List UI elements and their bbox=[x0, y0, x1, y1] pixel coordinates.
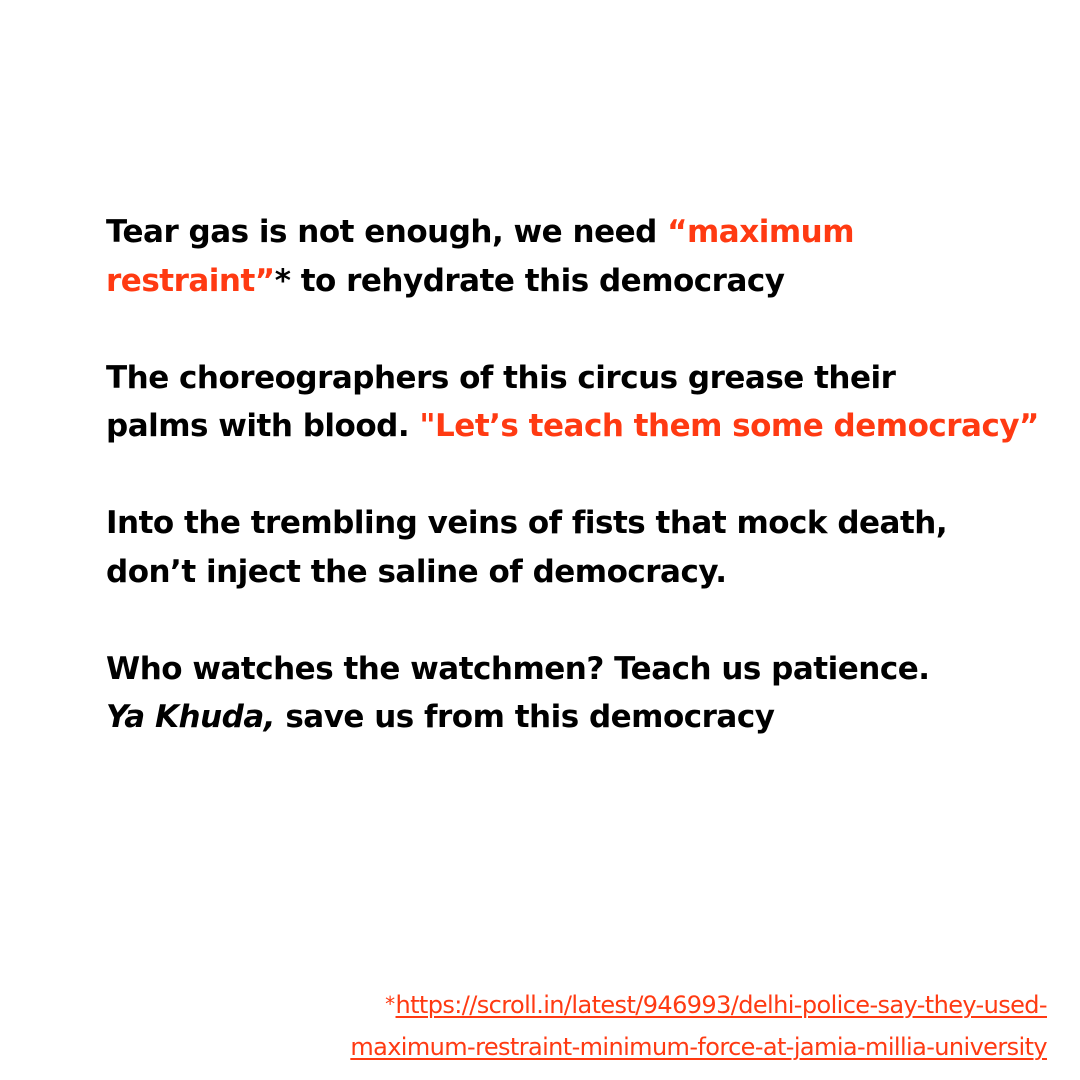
stanza-3 bbox=[106, 499, 1066, 596]
stanza-2-line-1: The choreographers of this circus grease their bbox=[106, 359, 896, 396]
stanza-4-line-2 bbox=[106, 693, 1066, 742]
poem bbox=[106, 208, 1066, 790]
stanza-3-line-2: don’t inject the saline of democracy. bbox=[106, 553, 727, 590]
stanza-2-quote-highlight: "Let’s teach them some democracy” bbox=[419, 408, 1039, 444]
stanza-3-line-1: Into the trembling veins of fists that mock death, bbox=[106, 505, 948, 541]
stanza-4-italic-phrase: Ya Khuda, bbox=[106, 699, 276, 735]
footnote-line-2 bbox=[350, 1026, 1047, 1068]
stanza-1-quote-highlight: “maximum bbox=[667, 214, 854, 250]
stanza-4-line-1: Who watches the watchmen? Teach us patience. bbox=[106, 650, 930, 687]
stanza-1-line-1-text: Tear gas is not enough, we need bbox=[106, 214, 668, 250]
stanza-1-line-2 bbox=[106, 257, 1066, 306]
stanza-1-line-1 bbox=[106, 208, 1066, 257]
footnote-link-part-2[interactable]: maximum-restraint-minimum-force-at-jamia-millia-university bbox=[350, 1033, 1047, 1061]
stanza-1-line-2-text: * to rehydrate this democracy bbox=[274, 262, 785, 299]
footnote bbox=[350, 983, 1047, 1068]
stanza-1 bbox=[106, 208, 1066, 305]
footnote-link-part-1[interactable]: https://scroll.in/latest/946993/delhi-police-say-they-used- bbox=[395, 991, 1047, 1019]
stanza-2 bbox=[106, 354, 1066, 451]
footnote-line-1 bbox=[350, 983, 1047, 1026]
footnote-marker: * bbox=[385, 992, 395, 1016]
stanza-2-line-2-text: palms with blood. bbox=[106, 408, 420, 444]
stanza-4 bbox=[106, 645, 1066, 742]
stanza-2-line-2 bbox=[106, 402, 1066, 451]
stanza-1-quote-highlight-end: restraint” bbox=[106, 262, 275, 299]
stanza-4-line-2-text: save us from this democracy bbox=[275, 699, 775, 735]
